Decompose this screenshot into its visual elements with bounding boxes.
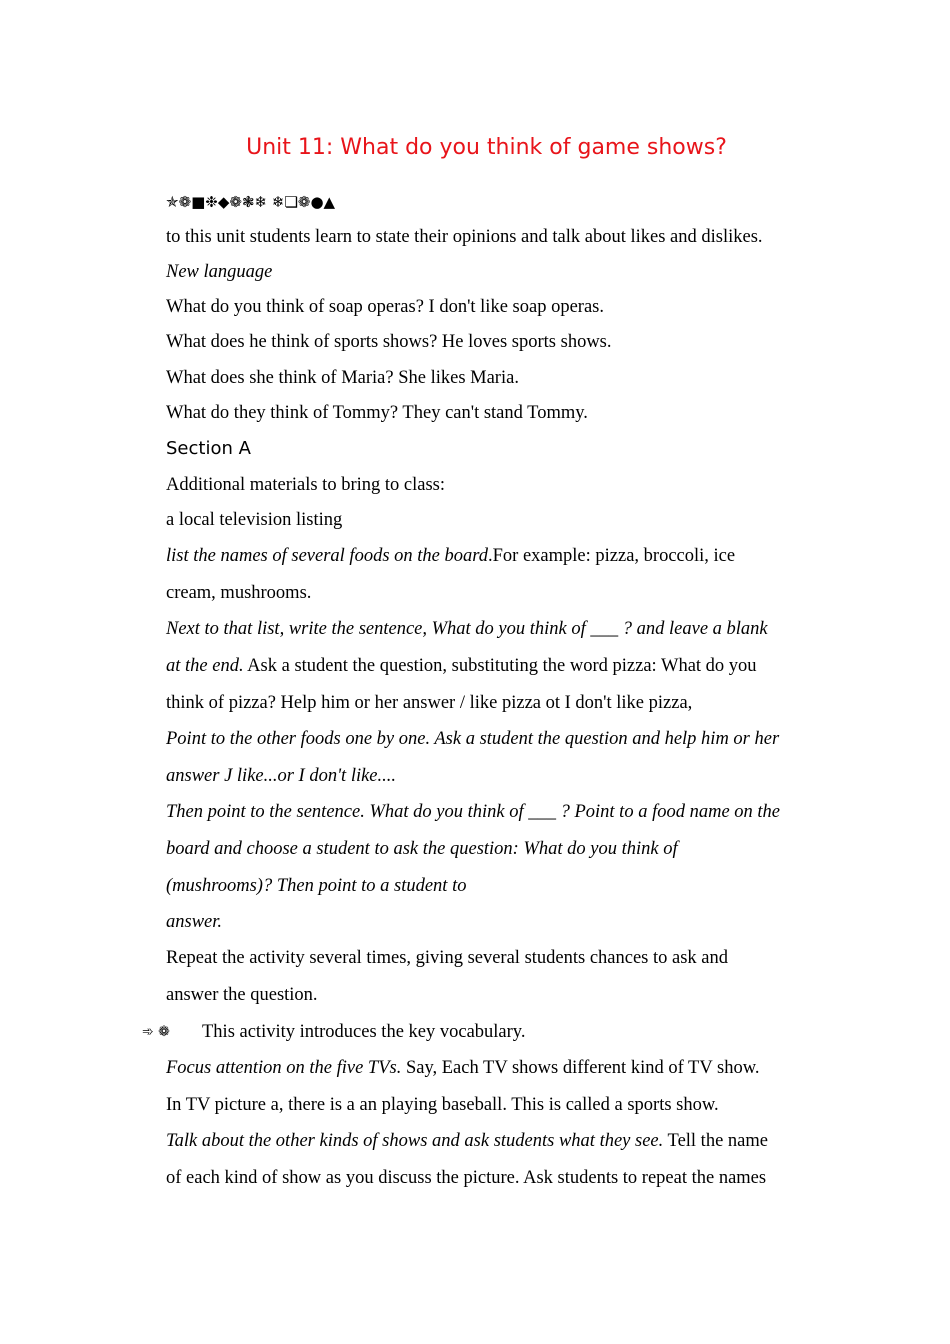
paragraph-line: Repeat the activity several times, giving several students chances to ask and bbox=[166, 948, 729, 968]
materials-item: a local television listing bbox=[166, 510, 343, 530]
paragraph-line: answer the question. bbox=[166, 985, 318, 1005]
unit-title: Unit 11: What do you think of game shows? bbox=[246, 135, 727, 160]
example-sentence: What does she think of Maria? She likes Maria. bbox=[166, 368, 519, 388]
instruction-italic: list the names of several foods on the board bbox=[166, 546, 489, 566]
paragraph-line: Next to that list, write the sentence, What do you think of ___ ? and leave a blank bbox=[166, 619, 768, 639]
section-heading: Section A bbox=[166, 438, 251, 459]
instruction-italic: Focus attention on the five TVs. bbox=[166, 1058, 402, 1078]
intro-text: to this unit students learn to state their opinions and talk about likes and dislikes. bbox=[166, 227, 763, 247]
example-sentence: What do you think of soap operas? I don't like soap operas. bbox=[166, 297, 604, 317]
paragraph-line: Point to the other foods one by one. Ask a student the question and help him or her bbox=[166, 729, 780, 749]
instruction-italic: Talk about the other kinds of shows and ask students what they see. bbox=[166, 1131, 664, 1151]
instruction-text: Say, Each TV shows different kind of TV show. bbox=[401, 1058, 760, 1078]
instruction-italic: at the end. bbox=[166, 656, 244, 676]
paragraph-line: answer. bbox=[166, 912, 223, 932]
paragraph-line bbox=[166, 654, 757, 678]
instruction-text: .For example: pizza, broccoli, ice bbox=[488, 546, 736, 566]
materials-label: Additional materials to bring to class: bbox=[166, 475, 445, 495]
symbol-heading: ✯❁■❉◆❁❃❄ ❄❏❁●▲ bbox=[166, 193, 336, 211]
example-sentence: What do they think of Tommy? They can't stand Tommy. bbox=[166, 403, 588, 423]
paragraph-line bbox=[166, 544, 735, 568]
paragraph-line: (mushrooms)? Then point to a student to bbox=[166, 876, 467, 896]
arrow-bullet-icon: ➾ ❁ bbox=[142, 1024, 170, 1040]
paragraph-line bbox=[166, 1129, 768, 1153]
new-language-label: New language bbox=[166, 262, 273, 282]
example-sentence: What does he think of sports shows? He loves sports shows. bbox=[166, 332, 612, 352]
instruction-text: Tell the name bbox=[663, 1131, 768, 1151]
paragraph-line: of each kind of show as you discuss the picture. Ask students to repeat the names bbox=[166, 1168, 767, 1188]
paragraph-line: answer J like...or I don't like.... bbox=[166, 766, 397, 786]
paragraph-line: board and choose a student to ask the question: What do you think of bbox=[166, 839, 678, 859]
paragraph-line: think of pizza? Help him or her answer / like pizza ot I don't like pizza, bbox=[166, 693, 693, 713]
paragraph-line: Then point to the sentence. What do you think of ___ ? Point to a food name on the bbox=[166, 802, 781, 822]
paragraph-line: In TV picture a, there is a an playing baseball. This is called a sports show. bbox=[166, 1095, 719, 1115]
paragraph-line bbox=[166, 1056, 759, 1080]
instruction-text: Ask a student the question, substituting the word pizza: What do you bbox=[243, 656, 757, 676]
paragraph-line: cream, mushrooms. bbox=[166, 583, 312, 603]
bullet-text: This activity introduces the key vocabulary. bbox=[202, 1022, 526, 1042]
